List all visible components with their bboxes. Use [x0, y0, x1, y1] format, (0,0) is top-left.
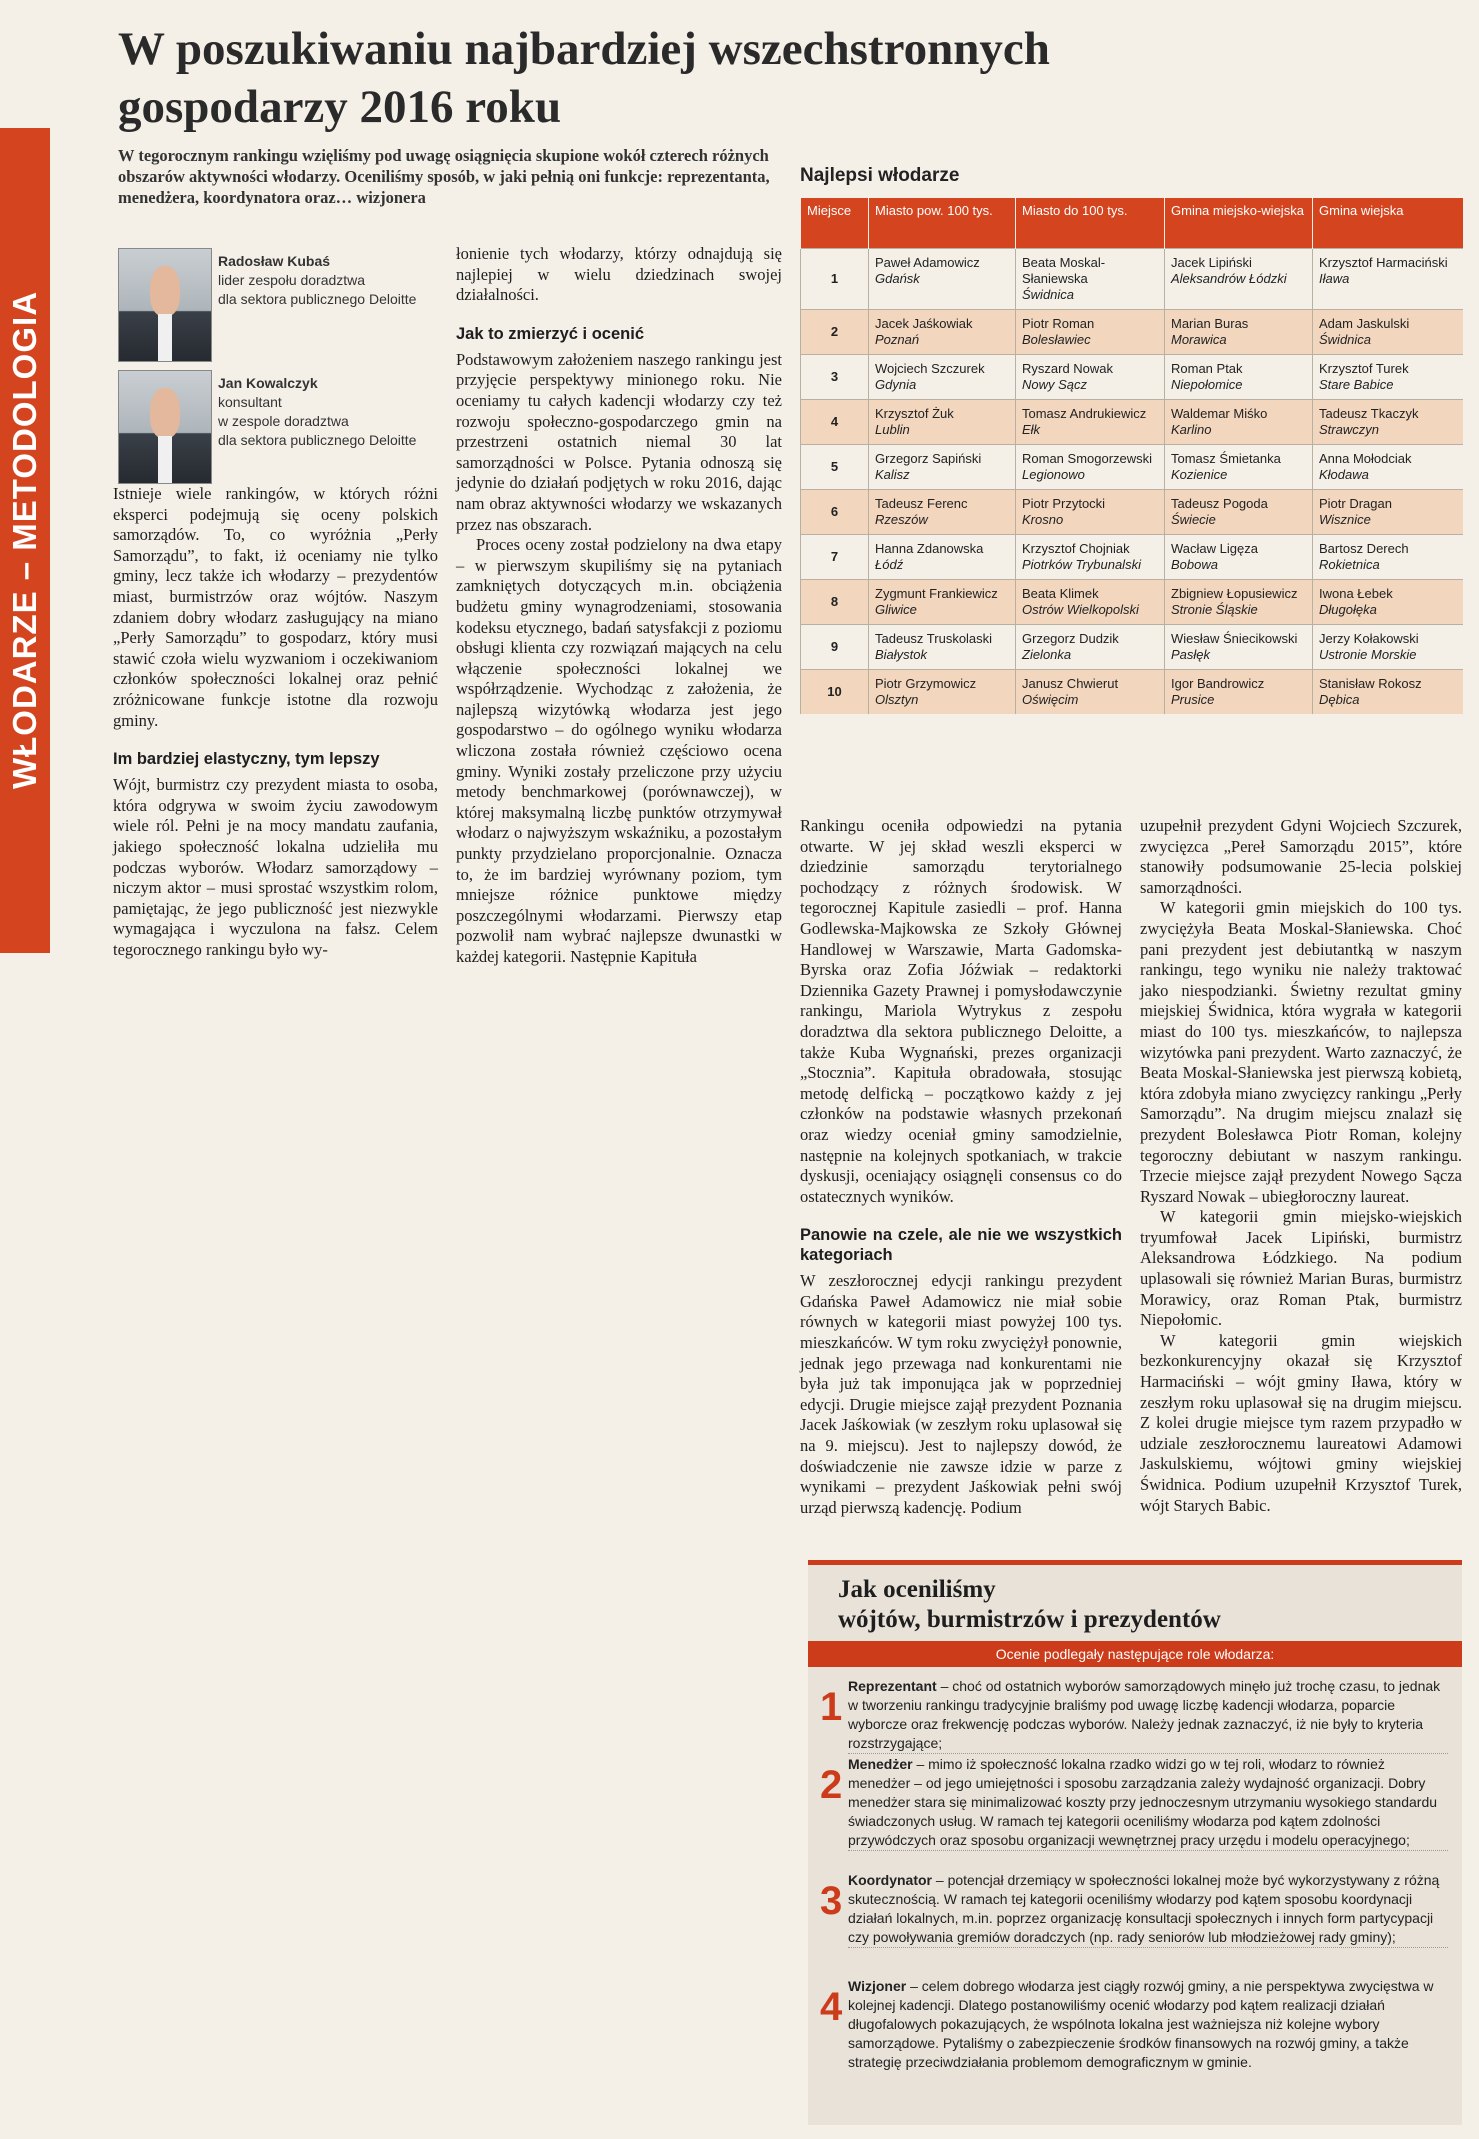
- role-text: – choć od ostatnich wyborów samorządowych minęło już trochę czasu, to jednak w tworzeniu rankingu tradycyjnie braliśmy pod uwagę liczbę kadencji włodarza, poparcie wyborcze oraz frekwencję podczas wyborów. Należy jednak zaznaczyć, iż nie były to kryteria rozstrzygające;: [848, 1678, 1441, 1751]
- table-cell: [1016, 580, 1165, 625]
- municipality-name: Zielonka: [1022, 647, 1072, 662]
- rank-place: 2: [801, 310, 869, 355]
- paragraph: W kategorii gmin miejskich do 100 tys. zwyciężyła Beata Moskal-Słaniewska. Choć pani prezydent jest debiutantką w naszym rankingu, tego wyniku nie należy traktować jako niespodzianki. Świetny rezultat gminy miejskiej Świdnica, która wygrała w kategorii miast do 100 tys. mieszkańców, to najlepsza wizytówka pani prezydent. Warto zaznaczyć, że Beata Moskal-Słaniewska jest pierwszą kobietą, która zdobyła miano zwycięzcy rankingu „Perły Samorządu”. Na drugim miejscu znalazł się prezydent Bolesławca Piotr Roman, kolejny tegoroczny debiutant w naszym rankingu. Trzecie miejsce zajął prezydent Nowego Sącza Ryszard Nowak – ubiegłoroczny laureat.: [1140, 898, 1462, 1206]
- author-photo-kowalczyk: [118, 370, 212, 484]
- mayor-name: Piotr Przytocki: [1022, 496, 1106, 511]
- table-cell: [1165, 490, 1313, 535]
- mayor-name: Piotr Dragan: [1319, 496, 1392, 511]
- role-number: 2: [820, 1763, 843, 1807]
- role-name: Wizjoner: [848, 1978, 907, 1994]
- box-subtitle: Ocenie podlegały następujące role włodarza:: [808, 1641, 1462, 1667]
- mayor-name: Bartosz Derech: [1319, 541, 1409, 556]
- table-cell: [1165, 670, 1313, 715]
- mayor-name: Zygmunt Frankiewicz: [875, 586, 998, 601]
- mayor-name: Waldemar Miśko: [1171, 406, 1268, 421]
- municipality-name: Długołęka: [1319, 602, 1377, 617]
- subheading: Jak to zmierzyć i ocenić: [456, 324, 645, 343]
- paragraph: Istnieje wiele rankingów, w których różni eksperci podejmują się oceny polskich samorządów. To, co wyróżnia „Perły Samorządu”, to fakt, iż oceniamy nie tylko gminy, lecz także ich włodarzy – prezydentów miast, burmistrzów oraz wójtów. Naszym zdaniem dobry włodarz zasługujący na miano „Perły Samorządu” to gospodarz, który musi stawić czoła wielu wyzwaniom i oczekiwaniom członków społeczności lokalnej oraz pełnić zróżnicowane funkcje istotne dla rozwoju gminy.: [113, 484, 438, 730]
- article-lead: W tegorocznym rankingu wzięliśmy pod uwagę osiągnięcia skupione wokół czterech różnych obszarów aktywności włodarzy. Oceniliśmy sposób, w jaki pełnią oni funkcje: reprezentanta, menedżera, koordynatora oraz… wizjonera: [118, 146, 770, 207]
- role-name: Menedżer: [848, 1756, 913, 1772]
- table-cell: [1016, 400, 1165, 445]
- column-header: Gmina wiejska: [1313, 198, 1463, 249]
- role-text: – potencjał drzemiący w społeczności lokalnej może być wykorzystywany z różną skutecznością. W ramach tej kategorii oceniliśmy włodarzy pod kątem sposobu koordynacji działań lokalnych, m.in. poprzez organizację konsultacji społecznych i innych form partycypacji czy powoływania gremiów doradczych (np. rady seniorów lub młodzieżowej rady gminy);: [848, 1872, 1440, 1945]
- mayor-name: Stanisław Rokosz: [1319, 676, 1422, 691]
- municipality-name: Poznań: [875, 332, 920, 347]
- table-cell: [869, 535, 1016, 580]
- municipality-name: Stronie Śląskie: [1171, 602, 1258, 617]
- role-text: – celem dobrego włodarza jest ciągły rozwój gminy, a nie perspektywa zwycięstwa w kolejnej kadencji. Dlatego postanowiliśmy ocenić włodarzy pod kątem realizacji działań długofalowych pokazujących, że wspólnota lokalna jest ważniejsza niż kolejne wybory samorządowe. Pytaliśmy o zabezpieczenie środków finansowych na rozwój gminy, a także strategię przeciwdziałania problemom demograficznym w gminie.: [848, 1978, 1434, 2070]
- author-role: w zespole doradztwa: [218, 413, 349, 429]
- municipality-name: Rokietnica: [1319, 557, 1380, 572]
- table-row: [801, 670, 1463, 715]
- mayor-name: Wojciech Szczurek: [875, 361, 985, 376]
- mayor-name: Roman Smogorzewski: [1022, 451, 1153, 466]
- table-row: [801, 625, 1463, 670]
- table-cell: [869, 670, 1016, 715]
- paragraph: W kategorii gmin miejsko-wiejskich tryumfował Jacek Lipiński, burmistrz Aleksandrowa Łódzkiego. Na podium uplasowali się również Marian Buras, burmistrz Morawicy, oraz Roman Ptak, burmistrz Niepołomic.: [1140, 1207, 1462, 1330]
- author-photo-kubas: [118, 248, 212, 362]
- article-column-1: [113, 484, 438, 960]
- table-row: [801, 580, 1463, 625]
- table-cell: [1313, 400, 1463, 445]
- municipality-name: Wisznice: [1319, 512, 1371, 527]
- table-cell: [869, 490, 1016, 535]
- table-cell: [869, 310, 1016, 355]
- municipality-name: Gliwice: [875, 602, 917, 617]
- mayor-name: Ryszard Nowak: [1022, 361, 1114, 376]
- table-cell: [1016, 670, 1165, 715]
- table-cell: [869, 625, 1016, 670]
- paragraph: Podstawowym założeniem naszego rankingu jest przyjęcie perspektywy minionego roku. Nie oceniamy tu całych kadencji włodarzy czy też rozwoju społeczno-gospodarczego gmin na przestrzeni ostatnich niemal 30 lat samorządności w Polsce. Pytania odnoszą się jedynie do działań podjętych w roku 2016, dając nam obraz aktywności włodarzy we wskazanych przez nas obszarach.: [456, 349, 782, 534]
- municipality-name: Dębica: [1319, 692, 1360, 707]
- table-cell: [1016, 625, 1165, 670]
- article-column-2: [456, 244, 782, 968]
- table-cell: [1165, 580, 1313, 625]
- role-item-koordynator: [820, 1871, 1448, 1948]
- municipality-name: Kłodawa: [1319, 467, 1369, 482]
- title-line-1: W poszukiwaniu najbardziej wszechstronnych: [118, 23, 1050, 75]
- table-cell: [1016, 310, 1165, 355]
- column-header: Miasto do 100 tys.: [1016, 198, 1165, 249]
- table-cell: [1313, 310, 1463, 355]
- mayor-name: Piotr Grzymowicz: [875, 676, 977, 691]
- municipality-name: Aleksandrów Łódzki: [1171, 271, 1287, 286]
- table-cell: [1165, 445, 1313, 490]
- mayor-name: Anna Mołodciak: [1319, 451, 1412, 466]
- role-item-menedzer: [820, 1755, 1448, 1851]
- table-row: [801, 249, 1463, 310]
- table-header-row: [801, 198, 1463, 249]
- mayor-name: Krzysztof Chojniak: [1022, 541, 1130, 556]
- author-kubas: [218, 252, 438, 309]
- municipality-name: Łódź: [875, 557, 904, 572]
- author-role: konsultant: [218, 394, 282, 410]
- rank-place: 9: [801, 625, 869, 670]
- role-number: 4: [820, 1985, 843, 2029]
- box-title-line-1: Jak oceniliśmy: [838, 1576, 996, 1603]
- municipality-name: Pasłęk: [1171, 647, 1211, 662]
- rank-place: 6: [801, 490, 869, 535]
- table-title: Najlepsi włodarze: [800, 165, 960, 186]
- section-sidebar: [0, 128, 50, 953]
- table-cell: [1016, 535, 1165, 580]
- section-label: WŁODARZE – METODOLOGIA: [6, 290, 43, 790]
- mayor-name: Tadeusz Tkaczyk: [1319, 406, 1419, 421]
- municipality-name: Oświęcim: [1022, 692, 1079, 707]
- rank-place: 7: [801, 535, 869, 580]
- role-name: Reprezentant: [848, 1678, 937, 1694]
- municipality-name: Niepołomice: [1171, 377, 1243, 392]
- municipality-name: Świecie: [1171, 512, 1216, 527]
- rank-place: 5: [801, 445, 869, 490]
- role-item-wizjoner: [820, 1977, 1448, 2072]
- municipality-name: Lublin: [875, 422, 910, 437]
- paragraph: Wójt, burmistrz czy prezydent miasta to osoba, która odgrywa w swoim życiu zawodowym wiele ról. Pełni je na mocy mandatu zaufania, jakiego społeczność lokalna udzieliła mu podczas wyborów. Włodarz samorządowy – niczym aktor – musi sprostać wszystkim rolom, pamiętając, że jego publiczność jest niezwykle wymagająca i wyczulona na fałsz. Celem tegorocznego rankingu było wy-: [113, 775, 438, 959]
- role-name: Koordynator: [848, 1872, 932, 1888]
- role-text: – mimo iż społeczność lokalna rzadko widzi go w tej roli, włodarz to również menedżer – od jego umiejętności i sposobu zarządzania zależy wydajność organizacji. Dobry menedżer stara się minimalizować koszty przy jednoczesnym utrzymaniu wysokiego standardu świadczonych usług. W ramach tej kategorii oceniliśmy włodarza pod kątem zdolności przywódczych oraz sposobu organizacji wewnętrznej pracy urzędu i modelu operacyjnego;: [848, 1756, 1438, 1848]
- article-title: [118, 20, 1268, 136]
- municipality-name: Rzeszów: [875, 512, 928, 527]
- rank-place: 4: [801, 400, 869, 445]
- paragraph: łonienie tych włodarzy, którzy odnajdują się najlepiej w wielu dziedzinach swojej działalności.: [456, 244, 782, 305]
- author-role: lider zespołu doradztwa: [218, 272, 366, 288]
- mayor-name: Grzegorz Sapiński: [875, 451, 982, 466]
- municipality-name: Prusice: [1171, 692, 1215, 707]
- table-cell: [1165, 310, 1313, 355]
- author-role: dla sektora publicznego Deloitte: [218, 291, 417, 307]
- rank-place: 3: [801, 355, 869, 400]
- municipality-name: Ełk: [1022, 422, 1041, 437]
- ranking-table: [800, 198, 1463, 714]
- table-cell: [1165, 625, 1313, 670]
- mayor-name: Tomasz Śmietanka: [1171, 451, 1281, 466]
- municipality-name: Olsztyn: [875, 692, 919, 707]
- mayor-name: Tadeusz Truskolaski: [875, 631, 993, 646]
- mayor-name: Jacek Jaśkowiak: [875, 316, 973, 331]
- mayor-name: Tomasz Andrukiewicz: [1022, 406, 1147, 421]
- table-row: [801, 535, 1463, 580]
- mayor-name: Jacek Lipiński: [1171, 255, 1252, 270]
- mayor-name: Krzysztof Żuk: [875, 406, 954, 421]
- subheading: Panowie na czele, ale nie we wszystkich kategoriach: [800, 1226, 1122, 1265]
- paragraph: Rankingu oceniła odpowiedzi na pytania otwarte. W jej skład weszli eksperci w dziedzinie samorządu terytorialnego pochodzący z różnych środowisk. W tegorocznej Kapitule zasiedli – prof. Hanna Godlewska-Majkowska ze Szkoły Głównej Handlowej w Warszawie, Marta Gadomska-Byrska oraz Zofia Jóźwiak – redaktorki Dziennika Gazety Prawnej i pomysłodawczynie rankingu, Mariola Wytrykus z zespołu doradztwa dla sektora publicznego Deloitte, a także Kuba Wygnański, prezes organizacji „Stocznia”. Kapituła obradowała, stosując metodę delficką – początkowo każdy z jej członków na podstawie własnych przekonań oraz wiedzy oceniał gminy samodzielnie, następnie na kolejnych spotkaniach, w trakcie dyskusji, oceniający osiągnęli consensus co do ostatecznych wyników.: [800, 816, 1122, 1206]
- municipality-name: Stare Babice: [1319, 377, 1394, 392]
- mayor-name: Grzegorz Dudzik: [1022, 631, 1119, 646]
- table-cell: [1313, 625, 1463, 670]
- table-row: [801, 490, 1463, 535]
- table-row: [801, 310, 1463, 355]
- municipality-name: Świdnica: [1319, 332, 1372, 347]
- table-cell: [1016, 445, 1165, 490]
- mayor-name: Roman Ptak: [1171, 361, 1243, 376]
- table-cell: [869, 445, 1016, 490]
- author-role: dla sektora publicznego Deloitte: [218, 432, 417, 448]
- municipality-name: Ostrów Wielkopolski: [1022, 602, 1139, 617]
- municipality-name: Strawczyn: [1319, 422, 1379, 437]
- role-item-reprezentant: [820, 1677, 1448, 1754]
- mayor-name: Hanna Zdanowska: [875, 541, 984, 556]
- table-cell: [1313, 355, 1463, 400]
- box-title-line-2: wójtów, burmistrzów i prezydentów: [838, 1606, 1221, 1633]
- role-number: 3: [820, 1879, 843, 1923]
- paragraph: uzupełnił prezydent Gdyni Wojciech Szczurek, zwycięzca „Pereł Samorządu 2015”, które stanowiły podsumowanie 25-lecia polskiej samorządności.: [1140, 816, 1462, 897]
- article-column-3: [800, 816, 1122, 1518]
- mayor-name: Wiesław Śniecikowski: [1171, 631, 1298, 646]
- column-header: Miejsce: [801, 198, 869, 249]
- municipality-name: Kozienice: [1171, 467, 1228, 482]
- table-cell: [1016, 249, 1165, 310]
- subheading: Im bardziej elastyczny, tym lepszy: [113, 750, 380, 769]
- rank-place: 10: [801, 670, 869, 715]
- table-cell: [1313, 490, 1463, 535]
- author-kowalczyk: [218, 374, 438, 450]
- municipality-name: Legionowo: [1022, 467, 1085, 482]
- table-cell: [1165, 355, 1313, 400]
- paragraph: W zeszłorocznej edycji rankingu prezydent Gdańska Paweł Adamowicz nie miał sobie równych w kategorii miast powyżej 100 tys. mieszkańców. W tym roku zwyciężył ponownie, jednak jego przewaga nad konkurentami nie była już tak imponująca jak w poprzedniej edycji. Drugie miejsce zajął prezydent Poznania Jacek Jaśkowiak (w zeszłym roku uplasował się na 9. miejscu). Jest to najlepszy dowód, że doświadczenie nie zawsze idzie w parze z wynikami – prezydent Jaśkowiak pełni swój urząd pierwszą kadencję. Podium: [800, 1271, 1122, 1517]
- paragraph: W kategorii gmin wiejskich bezkonkurencyjny okazał się Krzysztof Harmaciński – wójt gminy Iława, który w zeszłym roku uplasował się na drugim miejscu. Z kolei drugie miejsce tym razem przypadło w udziale zeszłorocznemu laureatowi Adamowi Jaskulskiemu, wójtowi gminy wiejskiej Świdnica. Podium uzupełnił Krzysztof Turek, wójt Starych Babic.: [1140, 1330, 1462, 1515]
- mayor-name: Beata Moskal-Słaniewska: [1022, 255, 1106, 286]
- table-row: [801, 400, 1463, 445]
- mayor-name: Igor Bandrowicz: [1171, 676, 1265, 691]
- table-cell: [1165, 535, 1313, 580]
- municipality-name: Piotrków Trybunalski: [1022, 557, 1141, 572]
- table-cell: [1313, 535, 1463, 580]
- municipality-name: Kalisz: [875, 467, 910, 482]
- municipality-name: Gdańsk: [875, 271, 920, 286]
- mayor-name: Tadeusz Ferenc: [875, 496, 968, 511]
- municipality-name: Ustronie Morskie: [1319, 647, 1417, 662]
- mayor-name: Adam Jaskulski: [1319, 316, 1410, 331]
- municipality-name: Morawica: [1171, 332, 1227, 347]
- table-cell: [1313, 670, 1463, 715]
- table-cell: [1165, 249, 1313, 310]
- column-header: Gmina miejsko-wiejska: [1165, 198, 1313, 249]
- title-line-2: gospodarzy 2016 roku: [118, 81, 562, 133]
- mayor-name: Marian Buras: [1171, 316, 1249, 331]
- table-cell: [1016, 490, 1165, 535]
- paragraph: Proces oceny został podzielony na dwa etapy – w pierwszym skupiliśmy się na pytaniach zamkniętych dotyczących m.in. obciążenia budżetu gminy wynagrodzeniami, stosowania kodeksu etycznego, badań satysfakcji z poziomu obsługi klienta czy rozwiązań mających na celu włączenie społeczności lokalnej we współrządzenie. Wychodząc z założenia, że najlepszą wizytówką włodarza jest jego gospodarstwo – do ogólnego wyniku włodarza wliczona została również częściowo ocena gminy. Wyniki zostały przeliczone przy użyciu metody benchmarkowej (porównawczej), w której maksymalną liczbę punktów otrzymywał włodarz o najwyższym wskaźniku, a pozostałym punkty przydzielano proporcjonalnie. Oznacza to, że im bardziej wyrównany poziom, tym mniejsze różnice punktowe między poszczególnymi włodarzami. Pierwszy etap pozwolił nam wybrać najlepsze dwunastki w każdej kategorii. Następnie Kapituła: [456, 535, 782, 966]
- rank-place: 8: [801, 580, 869, 625]
- mayor-name: Krzysztof Turek: [1319, 361, 1409, 376]
- table-cell: [1313, 445, 1463, 490]
- mayor-name: Tadeusz Pogoda: [1171, 496, 1268, 511]
- table-cell: [1313, 249, 1463, 310]
- municipality-name: Białystok: [875, 647, 928, 662]
- article-column-4: [1140, 816, 1462, 1516]
- mayor-name: Piotr Roman: [1022, 316, 1095, 331]
- municipality-name: Bolesławiec: [1022, 332, 1091, 347]
- role-number: 1: [820, 1685, 843, 1729]
- mayor-name: Zbigniew Łopusiewicz: [1171, 586, 1298, 601]
- municipality-name: Krosno: [1022, 512, 1064, 527]
- table-cell: [1016, 355, 1165, 400]
- municipality-name: Gdynia: [875, 377, 917, 392]
- table-cell: [869, 249, 1016, 310]
- table-cell: [869, 355, 1016, 400]
- municipality-name: Bobowa: [1171, 557, 1218, 572]
- municipality-name: Nowy Sącz: [1022, 377, 1088, 392]
- rank-place: 1: [801, 249, 869, 310]
- methodology-box: [808, 1560, 1462, 2125]
- table-row: [801, 445, 1463, 490]
- mayor-name: Beata Klimek: [1022, 586, 1099, 601]
- table-row: [801, 355, 1463, 400]
- municipality-name: Karlino: [1171, 422, 1212, 437]
- box-title: [838, 1575, 1221, 1635]
- column-header: Miasto pow. 100 tys.: [869, 198, 1016, 249]
- author-name: Jan Kowalczyk: [218, 375, 318, 391]
- mayor-name: Iwona Łebek: [1319, 586, 1393, 601]
- table-cell: [869, 400, 1016, 445]
- mayor-name: Jerzy Kołakowski: [1319, 631, 1419, 646]
- municipality-name: Świdnica: [1022, 287, 1075, 302]
- table-cell: [869, 580, 1016, 625]
- mayor-name: Paweł Adamowicz: [875, 255, 980, 270]
- municipality-name: Iława: [1319, 271, 1350, 286]
- mayor-name: Janusz Chwierut: [1022, 676, 1119, 691]
- table-cell: [1165, 400, 1313, 445]
- mayor-name: Wacław Ligęza: [1171, 541, 1258, 556]
- table-cell: [1313, 580, 1463, 625]
- author-name: Radosław Kubaś: [218, 253, 331, 269]
- mayor-name: Krzysztof Harmaciński: [1319, 255, 1448, 270]
